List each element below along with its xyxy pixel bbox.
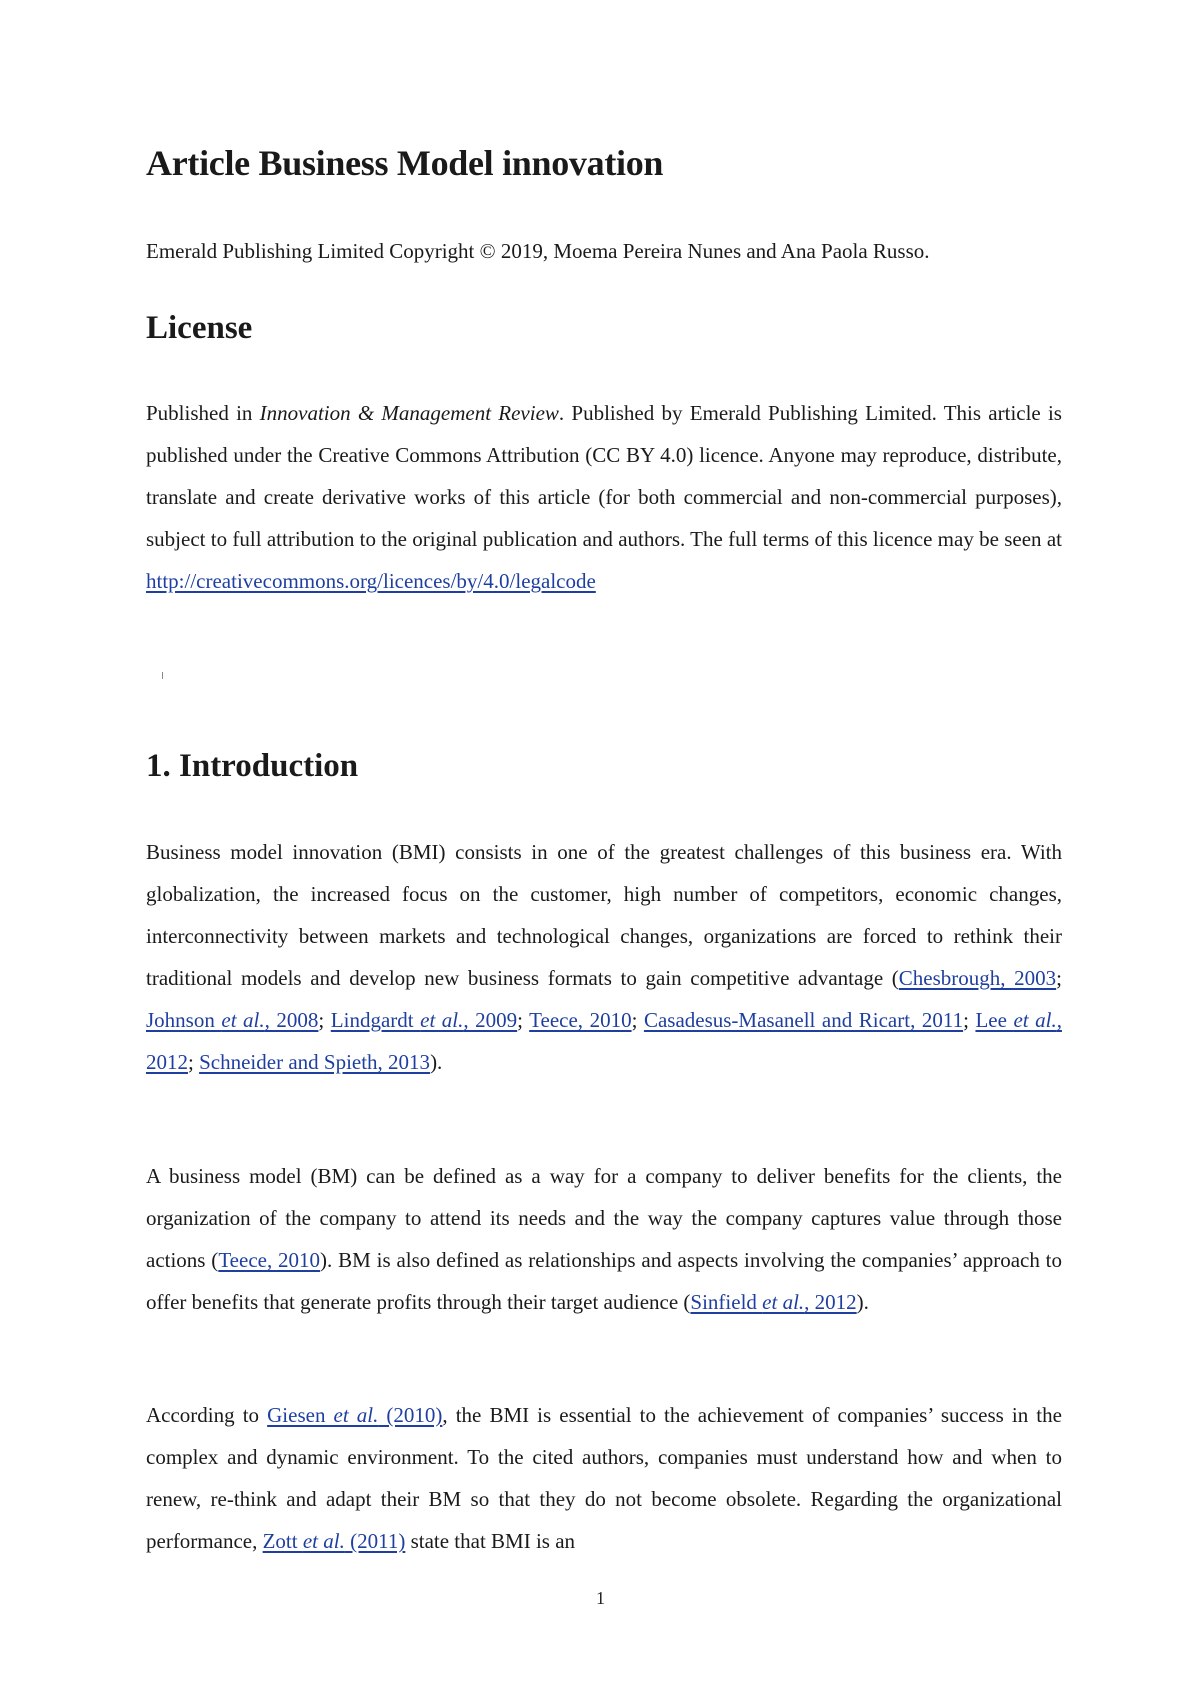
- introduction-paragraph-1: [146, 831, 1062, 1083]
- citation-year: (2010): [378, 1403, 443, 1427]
- citation-separator: ;: [963, 1008, 976, 1032]
- citation-author: Giesen: [267, 1403, 334, 1427]
- citation-separator: ;: [631, 1008, 644, 1032]
- citation-year: (2011): [344, 1529, 406, 1553]
- citation-author: Sinfield: [690, 1290, 763, 1314]
- license-heading: License: [146, 310, 253, 346]
- citation-giesen-2010[interactable]: [267, 1403, 442, 1427]
- citation-author: Johnson: [146, 1008, 222, 1032]
- paragraph-text: ).: [856, 1290, 869, 1314]
- citation-year: , 2012: [804, 1290, 857, 1314]
- license-text-intro: Published in: [146, 401, 260, 425]
- citation-author: Zott: [262, 1529, 303, 1553]
- citation-zott-2011[interactable]: [263, 1529, 406, 1553]
- citation-casadesus-masanell-2011[interactable]: Casadesus-Masanell and Ricart, 2011: [643, 1008, 964, 1032]
- citation-author: Lindgardt: [330, 1008, 421, 1032]
- citation-year: , 2009: [463, 1008, 518, 1032]
- citation-separator: ;: [318, 1008, 331, 1032]
- paragraph-text: ). BM is also defined as relationships and aspects involving the companies’ approach to offer benefits that generate profits through their target audience (: [146, 1248, 1062, 1314]
- introduction-heading: 1. Introduction: [146, 748, 359, 784]
- license-url-link[interactable]: http://creativecommons.org/licences/by/4.0/legalcode: [146, 569, 596, 593]
- article-title: Article Business Model innovation: [146, 143, 664, 183]
- paragraph-text: state that BMI is an: [405, 1529, 576, 1553]
- paragraph-text: According to: [146, 1403, 268, 1427]
- introduction-paragraph-2: [146, 1155, 1062, 1323]
- license-text-body: . Published by Emerald Publishing Limited. This article is published under the Creative Commons Attribution (CC BY 4.0) licence. Anyone may reproduce, distribute, translate and create derivative works of this article (for both commercial and non-commercial purposes), subject to full attribution to the original publication and authors. The full terms of this licence may be seen at: [146, 401, 1062, 551]
- section-break-mark: [162, 672, 163, 679]
- citation-johnson-2008[interactable]: [146, 1008, 318, 1032]
- citation-chesbrough-2003[interactable]: Chesbrough, 2003: [898, 966, 1057, 990]
- citation-schneider-spieth-2013[interactable]: Schneider and Spieth, 2013: [199, 1050, 431, 1074]
- paragraph-text: , the BMI is essential to the achievement of companies’ success in the complex and dynamic environment. To the cited authors, companies must understand how and when to renew, re-think and adapt their BM so that they do not become obsolete. Regarding the organizational performance,: [146, 1403, 1062, 1553]
- citation-separator: ;: [188, 1050, 200, 1074]
- citation-year: , 2008: [264, 1008, 319, 1032]
- citation-et-al: et al.: [1013, 1008, 1057, 1032]
- copyright-notice: Emerald Publishing Limited Copyright © 2019, Moema Pereira Nunes and Ana Paola Russo.: [146, 239, 930, 263]
- citation-teece-2010[interactable]: Teece, 2010: [218, 1248, 321, 1272]
- journal-name: Innovation & Management Review: [259, 401, 559, 425]
- citation-et-al: et al.: [221, 1008, 265, 1032]
- citation-lindgardt-2009[interactable]: [331, 1008, 517, 1032]
- citation-separator: ;: [517, 1008, 530, 1032]
- citation-year: , 2012: [146, 1008, 1062, 1074]
- license-paragraph: [146, 392, 1062, 602]
- page-number: 1: [596, 1588, 605, 1608]
- paragraph-text: A business model (BM) can be defined as a way for a company to deliver benefits for the clients, the organization of the company to attend its needs and the way the company captures value through those actions (: [146, 1164, 1062, 1272]
- citation-et-al: et al.: [762, 1290, 805, 1314]
- paragraph-text: Business model innovation (BMI) consists in one of the greatest challenges of this business era. With globalization, the increased focus on the customer, high number of competitors, economic changes, interconnectivity between markets and technological changes, organizations are forced to rethink their traditional models and develop new business formats to gain competitive advantage (: [146, 840, 1062, 990]
- paragraph-text: ).: [430, 1050, 443, 1074]
- introduction-paragraph-3: [146, 1394, 1062, 1562]
- citation-et-al: et al.: [420, 1008, 464, 1032]
- citation-teece-2010[interactable]: Teece, 2010: [529, 1008, 632, 1032]
- citation-separator: ;: [1056, 966, 1063, 990]
- citation-et-al: et al.: [302, 1529, 345, 1553]
- citation-author: Lee: [975, 1008, 1014, 1032]
- citation-et-al: et al.: [333, 1403, 379, 1427]
- citation-sinfield-2012[interactable]: [690, 1290, 856, 1314]
